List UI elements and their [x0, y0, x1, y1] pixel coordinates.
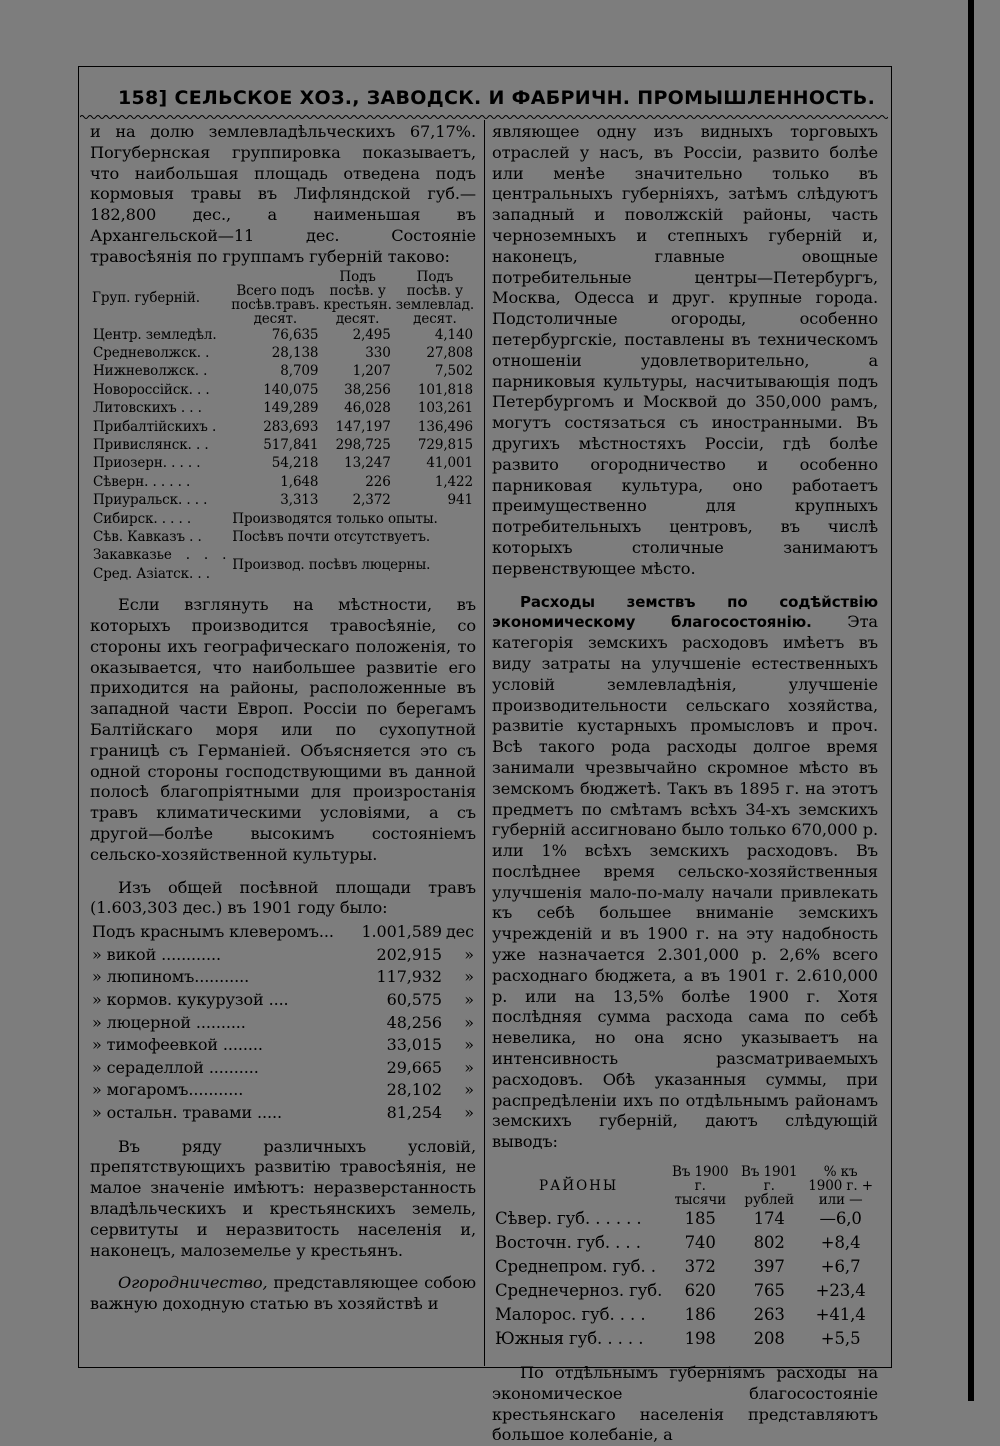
table-row [90, 418, 476, 436]
table-cell: » остальн. травами ..... [92, 1102, 282, 1122]
table-row [492, 1231, 878, 1255]
table-cell: 186 [684, 1305, 716, 1325]
table-cell: 620 [684, 1281, 716, 1301]
table-cell: 729,815 [417, 437, 473, 454]
table-row [492, 1303, 878, 1327]
table-cell: » [464, 967, 474, 987]
page-edge-rule [968, 0, 974, 1401]
table-cell: 41,001 [426, 455, 473, 472]
grass-types-table [90, 921, 476, 1124]
table-header-row [90, 270, 476, 326]
table-cell: Прибалтійскихъ . [93, 418, 217, 435]
table-cell: 4,140 [434, 326, 473, 343]
table-header: Подъ посѣв. у крестьян. десят. [323, 268, 392, 327]
table-cell: 283,693 [263, 418, 319, 435]
table-cell: Средневолжск. . [93, 344, 210, 361]
paragraph: являющее одну изъ видныхъ торговыхъ отраслей у насъ, въ Россіи, развито болѣе или менѣе значительно только въ центральныхъ губерніяхъ, затѣмъ слѣдуютъ западный и поволжскій районы, часть черноземныхъ и степныхъ губерній и, наконецъ, главные овощные потребительные центры—Петербургъ, Москва, Одесса и друг. крупные города. Подстоличные огороды, особенно петербургскіе, поставлены въ техническомъ отношеніи удовлетворительно, а парниковыя культуры, насчитывающія подъ Петербургомъ и Москвой до 350,000 рамъ, могутъ состязаться съ иностранными. Въ другихъ мѣстностяхъ Россіи, гдѣ болѣе развито огородничество и особенно парниковая культура, оно работаетъ преимущественно для крупныхъ потребительныхъ центровъ, въ числѣ которыхъ столичные занимаютъ первенствующее мѣсто. [492, 122, 878, 578]
table-cell: 7,502 [434, 363, 473, 380]
right-column [492, 122, 878, 1446]
table-cell: Новороссійск. . . [93, 381, 210, 398]
table-row [90, 1079, 476, 1102]
table-cell: » викой ............ [92, 944, 221, 964]
table-cell: 1.001,589 [361, 922, 442, 942]
table-row [90, 1012, 476, 1035]
table-cell: 3,313 [280, 492, 319, 509]
table-row [90, 399, 476, 417]
table-cell: Литовскихъ . . . [93, 400, 202, 417]
paragraph-text: представляющее собою важную доходную статью въ хозяйствѣ и [90, 1273, 476, 1314]
table-cell: +41,4 [815, 1305, 866, 1325]
table-row [90, 491, 476, 509]
table-header: Всего подъ посѣв.травъ. десят. [231, 282, 320, 327]
table-cell: Приозерн. . . . . [93, 455, 201, 472]
table-cell: 1,422 [434, 473, 473, 490]
table-cell: 147,197 [335, 418, 391, 435]
table-cell: 226 [365, 473, 391, 490]
table-row [90, 1057, 476, 1080]
table-cell: 941 [447, 492, 473, 509]
table-cell: 765 [753, 1281, 785, 1301]
table-row [90, 362, 476, 380]
table-cell: Малорос. губ. . . . [495, 1305, 646, 1325]
table-cell: 517,841 [263, 437, 319, 454]
table-cell: 81,254 [386, 1102, 442, 1122]
table-cell: 76,635 [271, 326, 319, 343]
table-cell: Южныя губ. . . . . [495, 1329, 644, 1349]
table-header: РАЙОНЫ [539, 1178, 619, 1195]
table-cell: 2,372 [352, 492, 391, 509]
table-cell: 1,207 [352, 363, 391, 380]
table-cell: 29,665 [386, 1057, 442, 1077]
table-header: Груп. губерній. [92, 289, 200, 306]
table-cell: » кормов. кукурузой .... [92, 990, 289, 1009]
table-row [90, 326, 476, 344]
table-cell: 33,015 [386, 1035, 442, 1055]
table-header-row [492, 1165, 878, 1207]
left-column [90, 122, 476, 1315]
table-cell: Среднепром. губ. . [495, 1257, 656, 1277]
table-cell: 8,709 [280, 363, 319, 380]
table-cell: Восточн. губ. . . . [495, 1233, 641, 1253]
grass-sowing-table [90, 270, 476, 584]
paragraph: По отдѣльнымъ губерніямъ расходы на экономическое благосостояніе крестьянскаго населенія представляютъ большое колебаніе, а [492, 1363, 878, 1445]
table-cell: Подъ краснымъ клеверомъ... [92, 922, 334, 942]
table-header: Подъ посѣв. у землевлад. десят. [395, 268, 475, 327]
table-cell: » сераделлой .......... [92, 1057, 259, 1077]
table-cell: Сѣверн. . . . . . [93, 473, 191, 490]
table-cell: Среднечерноз. губ. [495, 1281, 663, 1301]
table-row [90, 1102, 476, 1125]
table-row [90, 454, 476, 472]
table-cell: 27,808 [426, 344, 473, 361]
table-cell: 38,256 [344, 381, 391, 398]
table-cell: 202,915 [376, 944, 442, 964]
table-cell: Центр. земледѣл. [93, 326, 217, 343]
table-cell: —6,0 [819, 1209, 862, 1229]
table-cell: » [464, 944, 474, 964]
table-cell: Сибирск. . . . . [93, 510, 192, 527]
table-cell: » могаромъ........... [92, 1080, 244, 1100]
table-cell: +23,4 [815, 1281, 866, 1301]
zemstvo-expenses-table [492, 1165, 878, 1351]
table-row [90, 1034, 476, 1057]
table-cell: 740 [684, 1233, 716, 1253]
table-cell: Производятся только опыты. [232, 510, 438, 527]
table-cell: 298,725 [335, 437, 391, 454]
table-cell: Закавказье . . . Сред. Азіатск. . . [93, 547, 227, 582]
table-row [90, 473, 476, 491]
paragraph: и на долю землевладѣльческихъ 67,17%. Погубернская группировка показываетъ, что наибольшая площадь отведена подъ кормовыя травы въ Лифляндской губ.—182,800 дес., а наименьшая въ Архангельской—11 дес. Состояніе травосѣянія по группамъ губерній таково: [90, 122, 476, 266]
page-header: 158] СЕЛЬСКОЕ ХОЗ., ЗАВОДСК. И ФАБРИЧН. ПРОМЫШЛЕННОСТЬ. [118, 87, 876, 109]
table-row [90, 528, 476, 546]
paragraph: Изъ общей посѣвной площади травъ (1.603,303 дес.) въ 1901 году было: [90, 877, 476, 918]
table-header: Въ 1900 г. тысячи [672, 1164, 729, 1209]
table-cell: 263 [753, 1305, 785, 1325]
table-row [90, 510, 476, 528]
table-row [90, 944, 476, 967]
table-cell: 198 [684, 1329, 716, 1349]
table-cell: 372 [684, 1257, 716, 1277]
table-row [90, 989, 476, 1012]
table-cell: 136,496 [417, 418, 473, 435]
table-cell: Нижневолжск. . [93, 363, 208, 380]
table-cell: 48,256 [386, 1012, 442, 1032]
paragraph: Въ ряду различныхъ условій, препятствующихъ развитію травосѣянія, не малое значеніе имѣютъ: неразверстанность владѣльческихъ и крестьянскихъ земель, сервитуты и неразвитость населенія и, наконецъ, малоземелье у крестьянъ. [90, 1136, 476, 1260]
table-cell: 174 [753, 1209, 785, 1229]
table-cell: » тимофеевкой ........ [92, 1035, 263, 1055]
table-cell: Приуральск. . . . [93, 492, 208, 509]
table-row [492, 1255, 878, 1279]
table-cell: +5,5 [820, 1329, 861, 1349]
table-row [90, 921, 476, 944]
table-cell: 1,648 [280, 473, 319, 490]
table-cell: 397 [753, 1257, 785, 1277]
table-cell: 185 [684, 1209, 716, 1229]
table-cell: Привислянск. . . [93, 437, 209, 454]
table-cell: дес [446, 922, 474, 942]
paragraph [90, 1273, 476, 1315]
table-cell: Посѣвъ почти отсутствуетъ. [232, 529, 431, 546]
table-cell: » [464, 990, 474, 1009]
table-row [90, 344, 476, 362]
section-heading: Расходы земствъ по содѣйствію экономическому благосостоянію. [492, 592, 878, 632]
table-cell: 28,102 [386, 1080, 442, 1100]
table-cell: 54,218 [271, 455, 319, 472]
table-row [492, 1279, 878, 1303]
table-cell: +8,4 [820, 1233, 861, 1253]
table-cell: 13,247 [344, 455, 391, 472]
table-cell: » [464, 1012, 474, 1032]
table-row [90, 546, 476, 583]
table-cell: 117,932 [376, 967, 442, 987]
table-cell: » [464, 1080, 474, 1100]
table-cell: 46,028 [344, 400, 391, 417]
table-row [90, 381, 476, 399]
table-cell: +6,7 [820, 1257, 861, 1277]
table-cell: 101,818 [417, 381, 473, 398]
paragraph [492, 592, 878, 1154]
italic-term: Огородничество, [118, 1273, 268, 1293]
table-cell: 60,575 [386, 990, 442, 1009]
table-cell: » люцерной .......... [92, 1012, 246, 1032]
table-cell: » [464, 1057, 474, 1077]
paragraph: Если взглянуть на мѣстности, въ которыхъ производится травосѣяніе, со стороны ихъ географическаго положенія, то оказывается, что наибольшее развитіе его приходится на районы, расположенные въ западной части Европ. Россіи по берегамъ Балтійскаго моря или по сухопутной границѣ съ Германіей. Объясняется это съ одной стороны господствующими въ данной полосѣ благопріятными для произростанія травъ климатическими условіями, а съ другой—болѣе высокимъ состояніемъ сельско-хозяйственной культуры. [90, 595, 476, 864]
table-cell: » [464, 1102, 474, 1122]
table-row [492, 1327, 878, 1351]
table-cell: Производ. посѣвъ люцерны. [232, 556, 431, 573]
table-header: Въ 1901 г. рублей [741, 1164, 798, 1209]
table-cell: Сѣвер. губ. . . . . . [495, 1209, 642, 1229]
table-header: % къ 1900 г. + или — [808, 1164, 873, 1209]
table-row [492, 1207, 878, 1231]
table-cell: 103,261 [417, 400, 473, 417]
column-rule [484, 120, 485, 1366]
paragraph-text: Эта категорія земскихъ расходовъ имѣетъ въ виду затраты на улучшеніе естественныхъ условій землевладѣнія, улучшеніе производительности сельскаго хозяйства, развитіе кустарныхъ промысловъ и проч. Всѣ такого рода расходы долгое время занимали чрезвычайно скромное мѣсто въ земскомъ бюджетѣ. Такъ въ 1895 г. на этотъ предметъ по смѣтамъ всѣхъ 34-хъ земскихъ губерній ассигновано было только 670,000 р. или 1% всѣхъ земскихъ расходовъ. Въ послѣднее время сельско-хозяйственныя улучшенія мало-по-малу начали привлекать къ себѣ большее вниманіе земскихъ учрежденій и въ 1900 г. на эту надобность уже назначается 2.301,000 р. 2,6% всего расходнаго бюджета, а въ 1901 г. 2.610,000 р. или на 13,5% болѣе 1900 г. Хотя послѣдняя сумма расхода сама по себѣ невелика, но она ясно указываетъ на интенсивность разсматриваемыхъ расходовъ. Обѣ указанныя суммы, при распредѣленіи ихъ по отдѣльнымъ районамъ земскихъ губерній, даютъ слѣдующій выводъ: [492, 612, 878, 1152]
table-cell: » люпиномъ........... [92, 967, 250, 987]
table-cell: 140,075 [263, 381, 319, 398]
table-cell: 802 [753, 1233, 785, 1253]
table-cell: Сѣв. Кавказъ . . [93, 529, 202, 546]
table-cell: 330 [365, 344, 391, 361]
table-row [90, 966, 476, 989]
table-cell: 2,495 [352, 326, 391, 343]
table-cell: 149,289 [263, 400, 319, 417]
table-cell: 28,138 [271, 344, 319, 361]
table-cell: » [464, 1035, 474, 1055]
table-row [90, 436, 476, 454]
table-cell: 208 [753, 1329, 785, 1349]
